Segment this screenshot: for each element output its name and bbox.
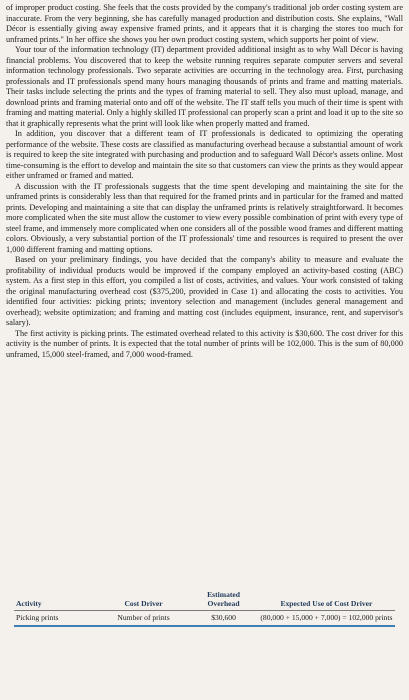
- header-estimated-overhead: Estimated Overhead: [189, 590, 258, 611]
- cell-cost-driver: Number of prints: [117, 613, 170, 622]
- cell-activity: Picking prints: [16, 613, 59, 622]
- header-expected-use: Expected Use of Cost Driver: [258, 590, 395, 611]
- paragraph-4: A discussion with the IT professionals suggests that the time spent developing and maintaining the site for the unframed prints is considerably less than that required for the framed prints and in particular for the framed and matted prints. Developing and maintaining a site that can display the unframed prints is relatively straightforward. It becomes more complicated when the site must allow the customer to view every possible combination of print with every type of steel frame, and immensely more complicated when one considers all of the possible wood frames and different matting colors. Obviously, a very substantial portion of the IT professionals' time and resources is required to present the over 1,000 different framing and matting options.: [6, 181, 403, 254]
- header-activity: Activity: [14, 590, 98, 611]
- cell-expected-use: (80,000 + 15,000 + 7,000) = 102,000 prints: [260, 613, 393, 622]
- paragraph-6: The first activity is picking prints. The estimated overhead related to this activity is $30,600. The cost driver for this activity is the number of prints. It is expected that the total number of prints will be 102,000. This is the sum of 80,000 unframed, 15,000 steel-framed, and 7,000 wood-framed.: [6, 328, 403, 359]
- table-header-row: [14, 590, 395, 611]
- paragraph-1: of improper product costing. She feels that the costs provided by the company's traditional job order costing system are inaccurate. From the very beginning, she has carefully managed production and distribution costs. She explains, "Wall Décor is essentially giving away expensive framed prints, and it appears that it is charging the stores too much for unframed prints." In her office she shows you her own product costing system, which supports her point of view.: [6, 3, 403, 44]
- table-row: [14, 611, 395, 625]
- header-cost-driver: Cost Driver: [98, 590, 189, 611]
- paragraph-2: Your tour of the information technology (IT) department provided additional insight as to why Wall Décor is having financial problems. You discovered that to keep the website running requires separate computer servers and several information technology professionals. Two separate activities are occurring in the technology area. First, purchasing professionals and IT professionals spend many hours managing thousands of prints and frame and matting materials. Their tasks include selecting the prints and the types of framing material to sell. They also must upload, manage, and download prints and framing material onto and off of the website. The IT staff tells you much of their time is spent with framing and matting material. Only a highly skilled IT professional can properly scan a print and load it up to the site so that it graphically represents what the print will look like when properly matted and framed.: [6, 45, 403, 128]
- cell-estimated-overhead: $30,600: [211, 613, 236, 622]
- activity-cost-table: [14, 590, 395, 627]
- activity-table: [14, 590, 395, 624]
- paragraph-3: In addition, you discover that a different team of IT professionals is dedicated to optimizing the operating performance of the website. These costs are classified as manufacturing overhead because a substantial amount of work is required to keep the site integrated with purchasing and production and to safeguard Wall Décor's assets online. Most time-consuming is the effort to develop and maintain the site so that customers can view the prints as they would appear either unframed or framed and matted.: [6, 129, 403, 180]
- table-bottom-rule: [14, 625, 395, 627]
- paragraph-5: Based on your preliminary findings, you have decided that the company's ability to measure and evaluate the profitability of individual products would be improved if the company employed an activity-based costing (ABC) system. As a first step in this effort, you compiled a list of costs, activities, and values. Your work consisted of taking the original manufacturing overhead cost ($375,200, provided in Case 1) and allocating the costs to activities. You identified four activities: picking prints; inventory selection and management (includes general management and overhead); website optimization; and framing and matting cost (includes equipment, insurance, rent, and supervisor's salary).: [6, 255, 403, 327]
- case-body-text: [6, 3, 403, 360]
